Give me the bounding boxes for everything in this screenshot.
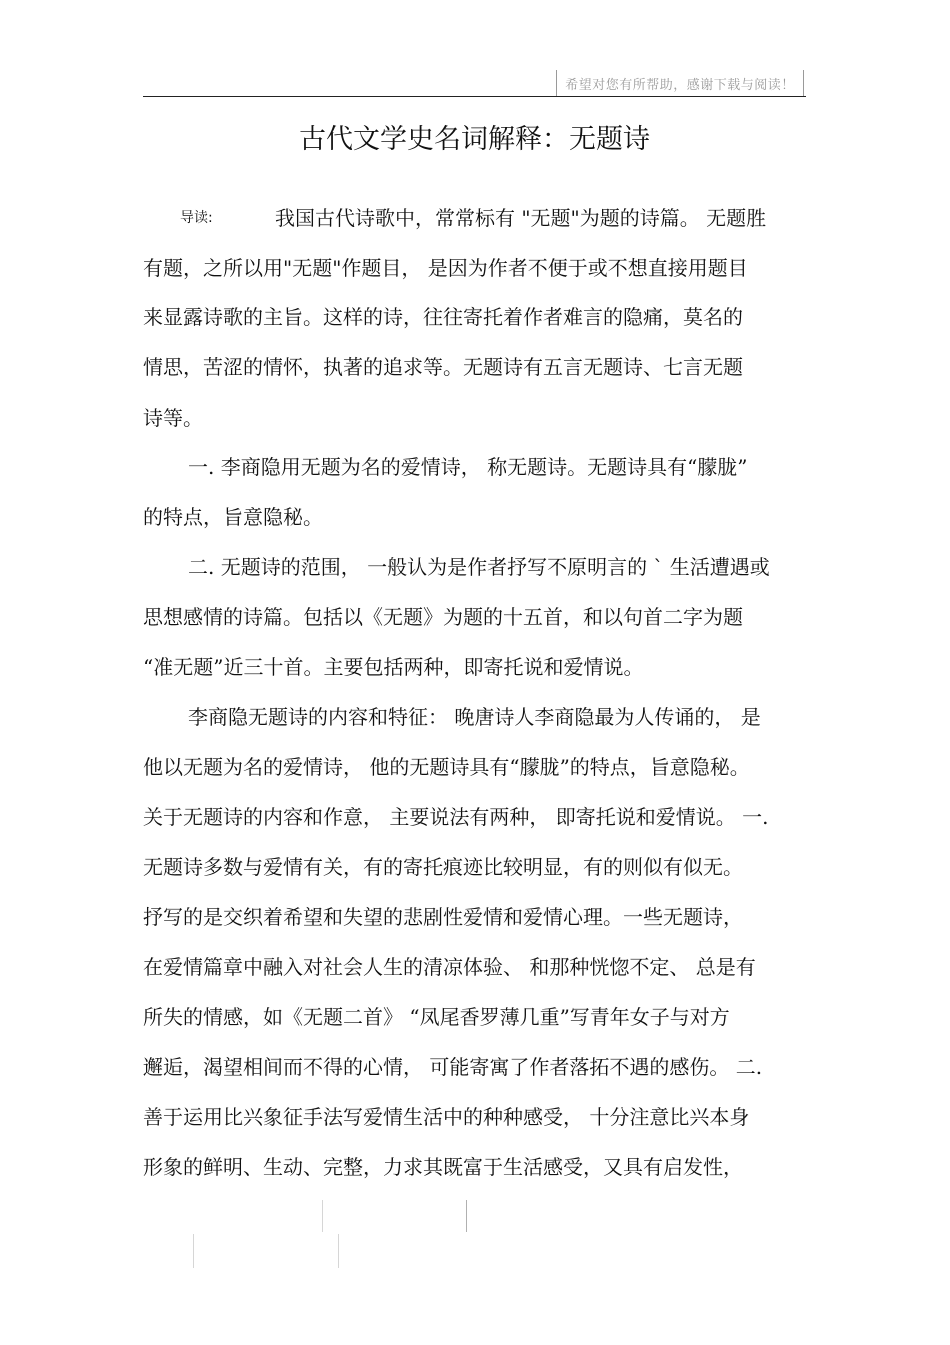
scan-mark-line	[338, 1234, 339, 1268]
text-line-18: 邂逅，渴望相间而不得的心情， 可能寄寓了作者落拓不遇的感伤。 二.	[143, 1055, 763, 1079]
text-line-2: 有题，之所以用"无题"作题目， 是因为作者不便于或不想直接用题目	[143, 256, 748, 280]
text-line-13: 关于无题诗的内容和作意， 主要说法有两种， 即寄托说和爱情说。 一.	[143, 805, 769, 829]
header-note: 希望对您有所帮助，感谢下载与阅读！	[565, 78, 795, 93]
scan-mark-line	[322, 1200, 323, 1232]
text-line-8: 二. 无题诗的范围， 一般认为是作者抒写不原明言的 ` 生活遭遇或	[188, 555, 770, 579]
text-line-12: 他以无题为名的爱情诗， 他的无题诗具有“朦胧”的特点，旨意隐秘。	[143, 755, 750, 779]
text-line-19: 善于运用比兴象征手法写爱情生活中的种种感受， 十分注意比兴本身	[143, 1105, 750, 1129]
text-line-1: 我国古代诗歌中，常常标有 "无题"为题的诗篇。 无题胜	[275, 206, 767, 230]
text-line-17: 所失的情感，如《无题二首》 “凤尾香罗薄几重”写青年女子与对方	[143, 1005, 730, 1029]
text-line-7: 的特点，旨意隐秘。	[143, 505, 323, 529]
text-line-11: 李商隐无题诗的内容和特征： 晚唐诗人李商隐最为人传诵的， 是	[188, 705, 761, 729]
intro-label: 导读:	[180, 210, 213, 226]
header-note-box	[556, 70, 804, 96]
text-line-14: 无题诗多数与爱情有关，有的寄托痕迹比较明显，有的则似有似无。	[143, 855, 743, 879]
scan-mark-line	[193, 1234, 194, 1268]
text-line-3: 来显露诗歌的主旨。这样的诗，往往寄托着作者难言的隐痛，莫名的	[143, 305, 743, 329]
document-title: 古代文学史名词解释：无题诗	[299, 124, 650, 155]
header-divider	[143, 96, 806, 97]
text-line-10: “准无题”近三十首。主要包括两种，即寄托说和爱情说。	[143, 655, 644, 679]
text-line-20: 形象的鲜明、生动、完整，力求其既富于生活感受，又具有启发性，	[143, 1155, 743, 1179]
text-line-4: 情思，苦涩的情怀，执著的追求等。无题诗有五言无题诗、七言无题	[143, 355, 743, 379]
text-line-15: 抒写的是交织着希望和失望的悲剧性爱情和爱情心理。一些无题诗，	[143, 905, 743, 929]
text-line-9: 思想感情的诗篇。包括以《无题》为题的十五首，和以句首二字为题	[143, 605, 743, 629]
text-line-6: 一. 李商隐用无题为名的爱情诗， 称无题诗。无题诗具有“朦胧”	[188, 455, 748, 479]
text-line-5: 诗等。	[143, 406, 203, 430]
text-line-16: 在爱情篇章中融入对社会人生的清凉体验、 和那种恍惚不定、 总是有	[143, 955, 756, 979]
scan-mark-line	[466, 1200, 467, 1232]
